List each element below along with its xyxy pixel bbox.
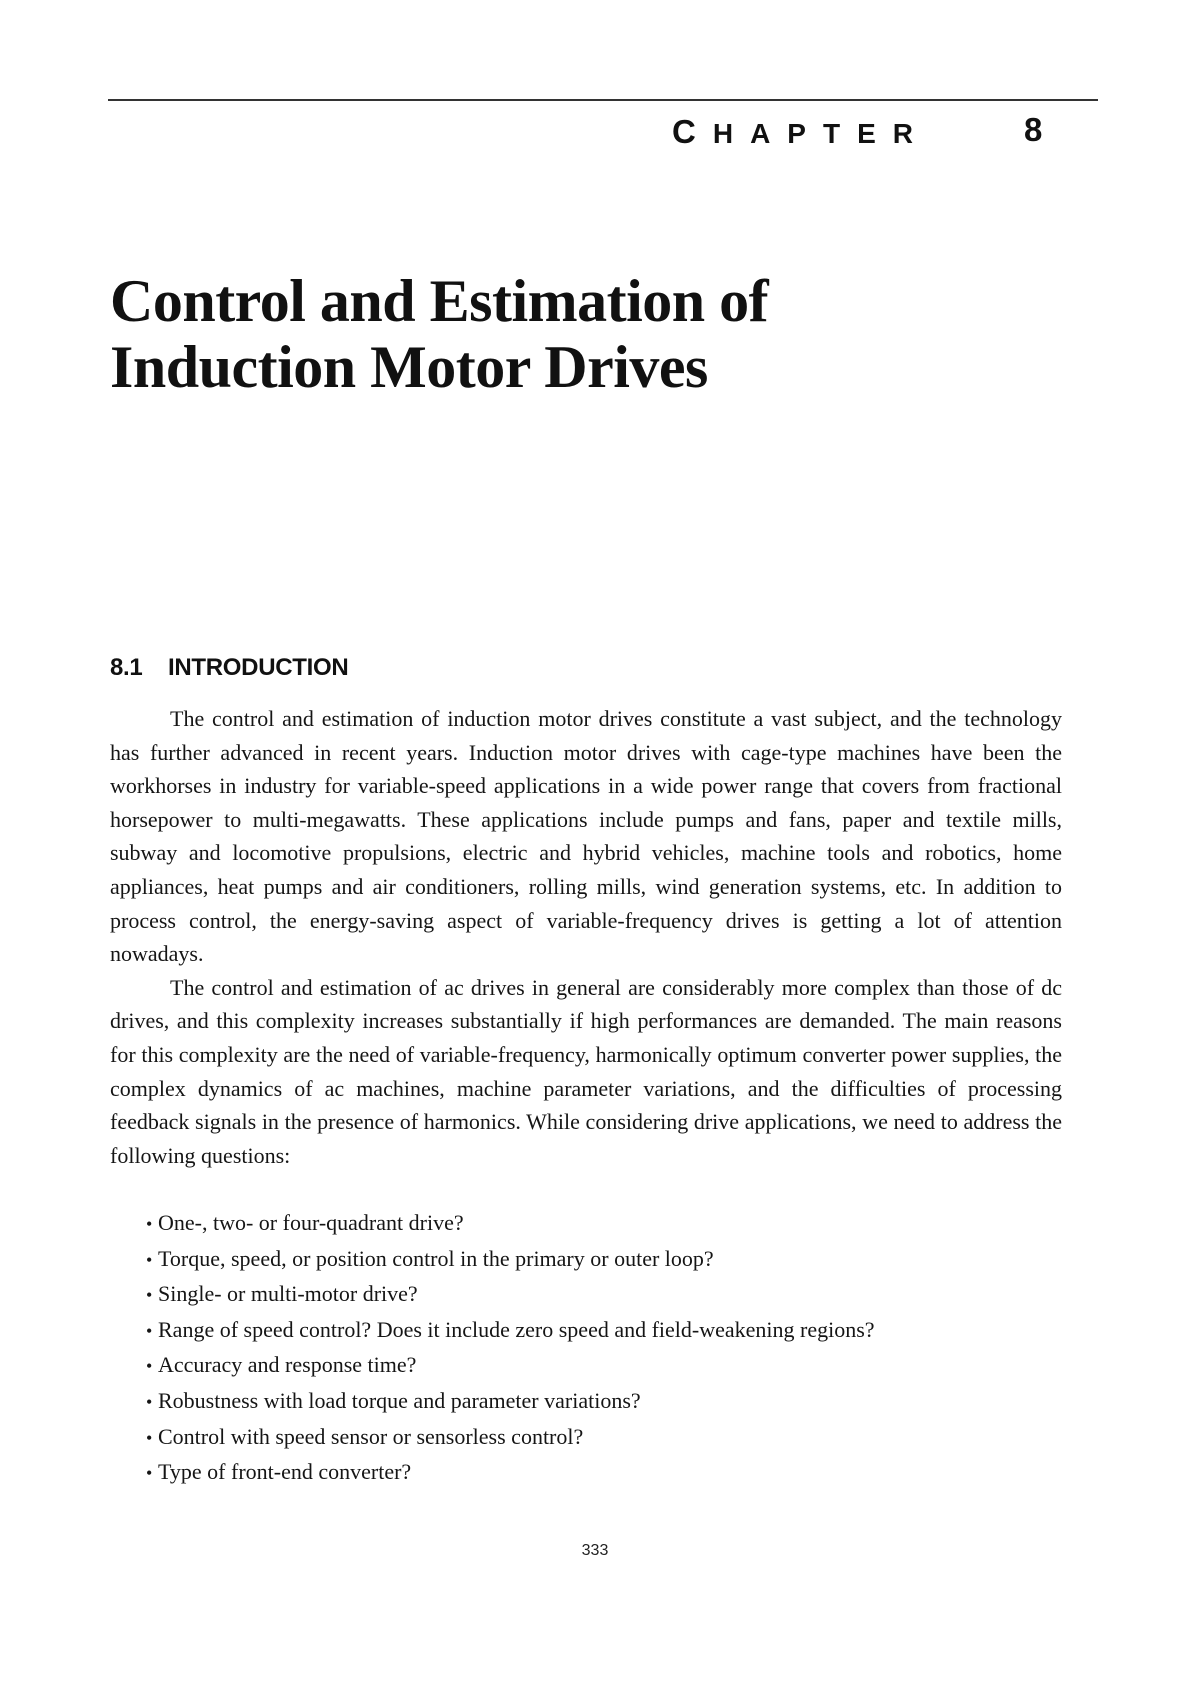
chapter-label-rest: HAPTER xyxy=(712,118,930,149)
chapter-title-line-1: Control and Estimation of xyxy=(110,268,769,334)
bullet-icon: • xyxy=(146,1320,153,1341)
bullet-icon: • xyxy=(146,1427,153,1448)
section-number: 8.1 xyxy=(110,654,143,681)
bullet-icon: • xyxy=(146,1391,153,1412)
chapter-number: 8 xyxy=(1024,111,1043,148)
chapter-title-line-2: Induction Motor Drives xyxy=(110,334,708,400)
list-item xyxy=(146,1206,875,1242)
section-body xyxy=(110,702,1062,1172)
list-item xyxy=(146,1420,875,1456)
list-item-text: Robustness with load torque and parameter variations? xyxy=(158,1387,641,1413)
list-item xyxy=(146,1348,875,1384)
page-number: 333 xyxy=(581,1542,609,1559)
chapter-label-initial: C xyxy=(672,113,713,150)
header-rule xyxy=(108,99,1098,101)
list-item xyxy=(146,1455,875,1491)
list-item-text: Range of speed control? Does it include zero speed and field-weakening regions? xyxy=(158,1316,875,1342)
list-item-text: Torque, speed, or position control in the primary or outer loop? xyxy=(158,1245,714,1271)
bullet-icon: • xyxy=(146,1249,153,1270)
question-list xyxy=(146,1206,875,1491)
section-title: INTRODUCTION xyxy=(168,654,349,681)
list-item xyxy=(146,1384,875,1420)
paragraph: The control and estimation of induction motor drives constitute a vast subject, and the technology has further advanced in recent years. Induction motor drives with cage-type machines have been the workhorses in industry for variable-speed applications in a wide power range that covers from fractional horsepower to multi-megawatts. These applications include pumps and fans, paper and textile mills, subway and locomotive propulsions, electric and hybrid vehicles, machine tools and robotics, home appliances, heat pumps and air conditioners, rolling mills, wind generation systems, etc. In addition to process control, the energy-saving aspect of variable-frequency drives is getting a lot of attention nowadays. xyxy=(110,706,1062,967)
list-item xyxy=(146,1313,875,1349)
list-item-text: Single- or multi-motor drive? xyxy=(158,1281,418,1307)
list-item-text: Control with speed sensor or sensorless control? xyxy=(158,1423,584,1449)
bullet-icon: • xyxy=(146,1285,153,1306)
bullet-icon: • xyxy=(146,1214,153,1234)
bullet-icon: • xyxy=(146,1463,153,1484)
list-item xyxy=(146,1277,875,1313)
list-item-text: Type of front-end converter? xyxy=(158,1459,412,1485)
chapter-label xyxy=(672,112,930,154)
list-item xyxy=(146,1242,875,1278)
list-item-text: One-, two- or four-quadrant drive? xyxy=(158,1210,464,1235)
section-heading xyxy=(110,652,348,684)
paragraph: The control and estimation of ac drives in general are considerably more complex than those of dc drives, and this complexity increases substantially if high performances are demanded. The main reasons for this complexity are the need of variable-frequency, harmonically optimum converter power supplies, the complex dynamics of ac machines, machine parameter variations, and the difficulties of processing feedback signals in the presence of harmonics. While considering drive applications, we need to address the following questions: xyxy=(110,974,1062,1168)
list-item-text: Accuracy and response time? xyxy=(158,1352,417,1378)
bullet-icon: • xyxy=(146,1356,153,1377)
chapter-title xyxy=(110,268,768,400)
